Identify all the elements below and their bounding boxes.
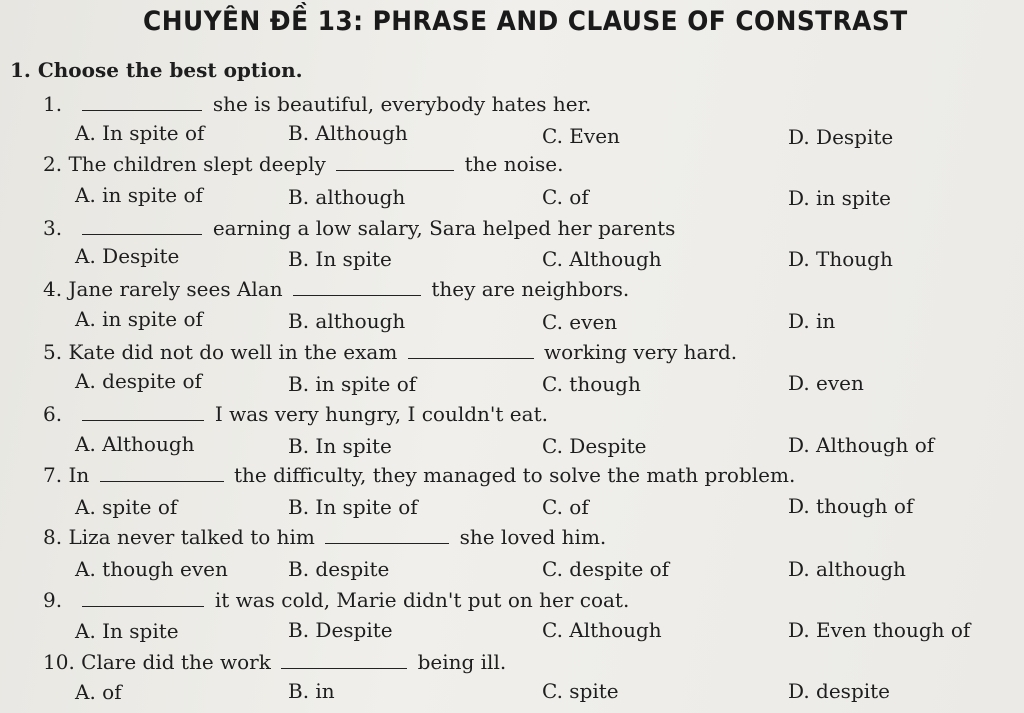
option-a: A. though even <box>75 557 228 581</box>
question-text-after: earning a low salary, Sara helped her parents <box>212 216 676 240</box>
question-number: 10. <box>43 650 75 674</box>
option-d: D. Although of <box>788 433 935 457</box>
question-text-after: I was very hungry, I couldn't eat. <box>214 402 548 426</box>
question-text-before: Kate did not do well in the exam <box>68 340 398 364</box>
answer-blank <box>336 150 454 171</box>
question-text-before: The children slept deeply <box>68 152 326 176</box>
option-c: C. though <box>542 372 641 396</box>
option-c: C. spite <box>542 679 619 703</box>
answer-blank <box>293 275 421 296</box>
question-number: 7. <box>43 463 63 487</box>
option-c: C. Despite <box>542 434 647 458</box>
question-text-before: Liza never talked to him <box>68 525 315 549</box>
option-b: B. although <box>288 309 406 333</box>
question-text-after: she loved him. <box>459 525 607 549</box>
option-d: D. even <box>788 371 864 395</box>
option-b: B. In spite <box>288 434 392 458</box>
question-text-after: the noise. <box>464 152 564 176</box>
option-d: D. although <box>788 557 906 581</box>
option-c: C. of <box>542 495 589 519</box>
option-a: A. In spite of <box>75 121 205 145</box>
question-number: 8. <box>43 525 63 549</box>
question-5 <box>43 338 737 366</box>
question-3 <box>43 214 675 242</box>
option-b: B. in <box>288 679 335 703</box>
option-b: B. despite <box>288 557 390 581</box>
option-c: C. Although <box>542 618 662 642</box>
option-c: C. even <box>542 310 618 334</box>
option-d: D. in spite <box>788 186 892 210</box>
question-number: 6. <box>43 402 63 426</box>
option-a: A. Although <box>75 432 195 456</box>
option-c: C. Even <box>542 124 620 148</box>
option-a: A. Despite <box>75 244 180 268</box>
option-b: B. in spite of <box>288 372 417 396</box>
question-text-after: they are neighbors. <box>431 277 630 301</box>
option-b: B. although <box>288 185 406 209</box>
option-c: C. of <box>542 185 589 209</box>
answer-blank <box>82 214 202 235</box>
question-text-after: it was cold, Marie didn't put on her coat. <box>214 588 630 612</box>
option-a: A. in spite of <box>75 183 203 207</box>
question-number: 3. <box>43 216 63 240</box>
question-text-before: In <box>68 463 90 487</box>
option-d: D. Though <box>788 247 893 271</box>
option-c: C. despite of <box>542 557 670 581</box>
answer-blank <box>82 400 204 421</box>
option-d: D. Despite <box>788 125 894 149</box>
question-8 <box>43 523 606 551</box>
question-text-before: Clare did the work <box>81 650 271 674</box>
worksheet-title: CHUYÊN ĐỀ 13: PHRASE AND CLAUSE OF CONSTRAST <box>143 6 908 37</box>
option-a: A. despite of <box>75 369 202 393</box>
option-b: B. Despite <box>288 618 393 642</box>
question-text-before: Jane rarely sees Alan <box>68 277 283 301</box>
option-a: A. in spite of <box>75 307 203 331</box>
question-number: 2. <box>43 152 63 176</box>
option-a: A. of <box>75 680 122 704</box>
answer-blank <box>100 461 224 482</box>
question-text-after: she is beautiful, everybody hates her. <box>212 92 592 116</box>
section-heading: 1. Choose the best option. <box>10 58 303 82</box>
question-7 <box>43 461 795 489</box>
question-1 <box>43 90 591 118</box>
option-c: C. Although <box>542 247 662 271</box>
answer-blank <box>281 648 407 669</box>
option-d: D. Even though of <box>788 618 971 642</box>
question-text-after: the difficulty, they managed to solve the math problem. <box>233 463 796 487</box>
question-number: 1. <box>43 92 63 116</box>
question-text-after: being ill. <box>417 650 507 674</box>
question-number: 4. <box>43 277 63 301</box>
option-b: B. In spite of <box>288 495 418 519</box>
option-d: D. though of <box>788 494 914 518</box>
option-a: A. spite of <box>75 495 178 519</box>
answer-blank <box>82 586 204 607</box>
question-9 <box>43 586 629 614</box>
question-number: 5. <box>43 340 63 364</box>
question-6 <box>43 400 548 428</box>
answer-blank <box>325 523 449 544</box>
question-4 <box>43 275 629 303</box>
option-b: B. In spite <box>288 247 392 271</box>
option-a: A. In spite <box>75 619 179 643</box>
question-number: 9. <box>43 588 63 612</box>
question-2 <box>43 150 563 178</box>
question-10 <box>43 648 506 676</box>
option-d: D. despite <box>788 679 891 703</box>
question-text-after: working very hard. <box>544 340 738 364</box>
option-d: D. in <box>788 309 836 333</box>
answer-blank <box>408 338 534 359</box>
answer-blank <box>82 90 202 111</box>
option-b: B. Although <box>288 121 408 145</box>
